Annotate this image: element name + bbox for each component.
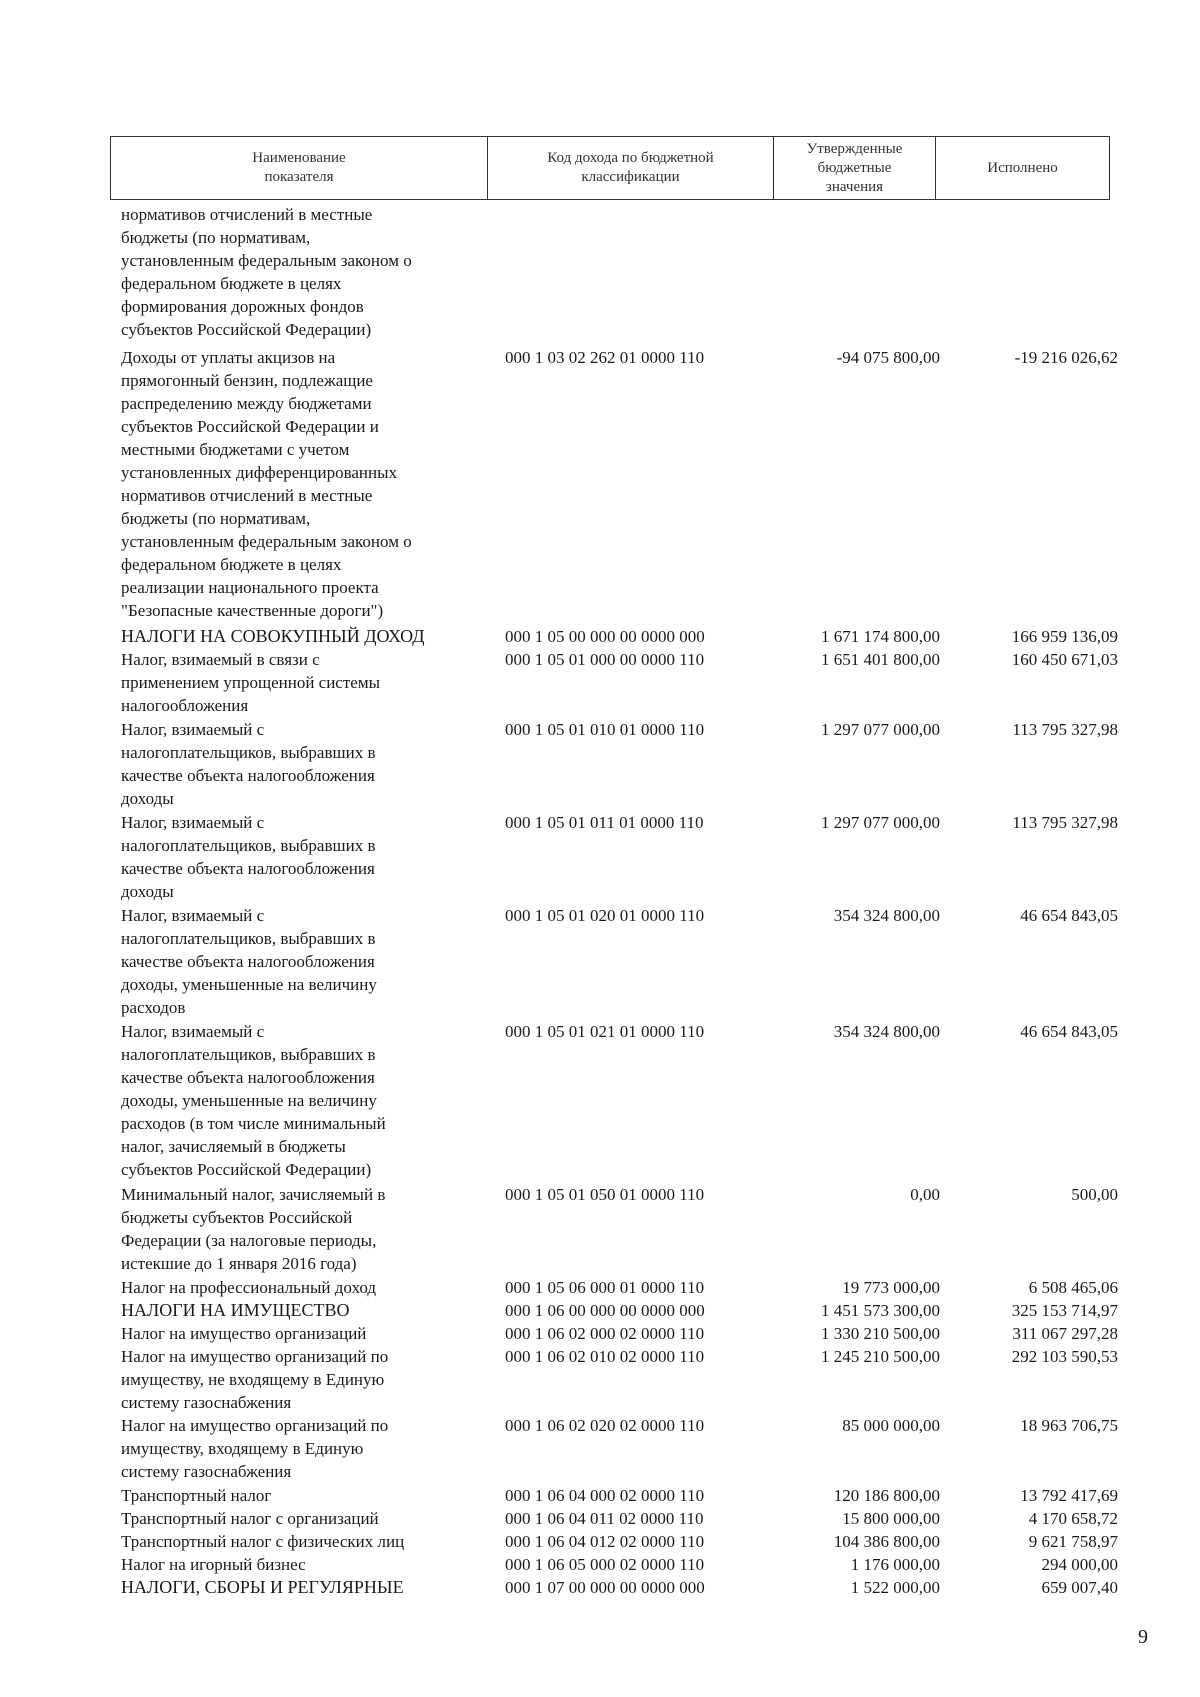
row-approved-value: 104 386 800,00 xyxy=(833,1532,940,1551)
row-name: НАЛОГИ НА СОВОКУПНЫЙ ДОХОД xyxy=(121,626,425,646)
row-executed-value: 13 792 417,69 xyxy=(1020,1486,1118,1505)
row-approved-value: 85 000 000,00 xyxy=(842,1416,940,1435)
row-code: 000 1 07 00 000 00 0000 000 xyxy=(505,1578,705,1597)
row-approved-value: 354 324 800,00 xyxy=(833,1022,940,1041)
row-name: Налог на имущество организаций по имуществу, не входящему в Единую систему газоснабжения xyxy=(121,1347,389,1412)
row-name: НАЛОГИ, СБОРЫ И РЕГУЛЯРНЫЕ xyxy=(121,1577,404,1597)
row-code: 000 1 03 02 262 01 0000 110 xyxy=(505,348,705,367)
row-name: Налог, взимаемый с налогоплательщиков, выбравших в качестве объекта налогообложения доходы xyxy=(121,813,376,901)
row-name: Налог, взимаемый с налогоплательщиков, выбравших в качестве объекта налогообложения доходы, уменьшенные на величину расходов xyxy=(121,906,377,1017)
row-executed-value: 18 963 706,75 xyxy=(1020,1416,1118,1435)
row-approved-value: 354 324 800,00 xyxy=(833,906,940,925)
row-executed-value: 166 959 136,09 xyxy=(1011,627,1118,646)
table-header xyxy=(110,136,1110,200)
header-code-column: Код дохода по бюджетной классификации xyxy=(487,137,773,199)
row-approved-value: 1 330 210 500,00 xyxy=(821,1324,940,1343)
row-executed-value: 46 654 843,05 xyxy=(1020,1022,1118,1041)
row-name: Налог на профессиональный доход xyxy=(121,1278,376,1297)
row-executed-value: 659 007,40 xyxy=(1041,1578,1118,1597)
row-executed-value: 4 170 658,72 xyxy=(1028,1509,1118,1528)
row-name: Налог, взимаемый с налогоплательщиков, выбравших в качестве объекта налогообложения доходы xyxy=(121,720,376,808)
row-executed-value: 325 153 714,97 xyxy=(1011,1301,1118,1320)
row-code: 000 1 05 01 050 01 0000 110 xyxy=(505,1185,705,1204)
row-approved-value: -94 075 800,00 xyxy=(836,348,940,367)
row-code: 000 1 06 02 000 02 0000 110 xyxy=(505,1324,705,1343)
row-approved-value: 120 186 800,00 xyxy=(833,1486,940,1505)
row-code: 000 1 06 02 020 02 0000 110 xyxy=(505,1416,705,1435)
row-approved-value: 1 451 573 300,00 xyxy=(821,1301,940,1320)
row-approved-value: 1 176 000,00 xyxy=(850,1555,940,1574)
row-code: 000 1 06 04 011 02 0000 110 xyxy=(505,1509,704,1528)
row-name: нормативов отчислений в местные бюджеты (по нормативам, установленным федеральным законом о федеральном бюджете в целях формирования дорожных фондов субъектов Российской Федерации) xyxy=(121,205,412,339)
row-code: 000 1 06 00 000 00 0000 000 xyxy=(505,1301,705,1320)
row-executed-value: 6 508 465,06 xyxy=(1028,1278,1118,1297)
row-executed-value: 294 000,00 xyxy=(1041,1555,1118,1574)
row-code: 000 1 06 05 000 02 0000 110 xyxy=(505,1555,705,1574)
row-code: 000 1 06 04 012 02 0000 110 xyxy=(505,1532,705,1551)
row-code: 000 1 05 00 000 00 0000 000 xyxy=(505,627,705,646)
row-code: 000 1 05 01 020 01 0000 110 xyxy=(505,906,705,925)
row-code: 000 1 05 01 010 01 0000 110 xyxy=(505,720,705,739)
header-executed-column: Исполнено xyxy=(935,137,1109,199)
header-name-column: Наименование показателя xyxy=(252,150,346,185)
row-approved-value: 1 651 401 800,00 xyxy=(821,650,940,669)
row-name: НАЛОГИ НА ИМУЩЕСТВО xyxy=(121,1300,350,1320)
row-code: 000 1 05 01 021 01 0000 110 xyxy=(505,1022,705,1041)
row-executed-value: -19 216 026,62 xyxy=(1014,348,1118,367)
row-executed-value: 113 795 327,98 xyxy=(1012,720,1118,739)
row-code: 000 1 05 01 000 00 0000 110 xyxy=(505,650,705,669)
row-executed-value: 46 654 843,05 xyxy=(1020,906,1118,925)
row-executed-value: 113 795 327,98 xyxy=(1012,813,1118,832)
row-approved-value: 1 671 174 800,00 xyxy=(821,627,940,646)
row-executed-value: 292 103 590,53 xyxy=(1011,1347,1118,1366)
row-approved-value: 1 297 077 000,00 xyxy=(821,720,940,739)
row-name: Налог на имущество организаций по имуществу, входящему в Единую систему газоснабжения xyxy=(121,1416,389,1481)
row-name: Налог, взимаемый с налогоплательщиков, выбравших в качестве объекта налогообложения доходы, уменьшенные на величину расходов (в том числе минимальный налог, зачисляемый в бюджеты субъектов Российской Федерации) xyxy=(121,1022,386,1179)
row-executed-value: 500,00 xyxy=(1071,1185,1118,1204)
row-approved-value: 1 245 210 500,00 xyxy=(821,1347,940,1366)
row-name: Налог, взимаемый в связи с применением упрощенной системы налогообложения xyxy=(121,650,381,715)
row-code: 000 1 06 04 000 02 0000 110 xyxy=(505,1486,705,1505)
row-name: Транспортный налог xyxy=(121,1486,272,1505)
row-approved-value: 0,00 xyxy=(910,1185,940,1204)
row-name: Транспортный налог с физических лиц xyxy=(121,1532,405,1551)
row-executed-value: 311 067 297,28 xyxy=(1012,1324,1118,1343)
row-name: Доходы от уплаты акцизов на прямогонный бензин, подлежащие распределению между бюджетами субъектов Российской Федерации и местными бюджетами с учетом установленных дифференцированных нормативов отчислений в местные бюджеты (по нормативам, установленным федеральным законом о федеральном бюджете в целях реализации национального проекта "Безопасные качественные дороги") xyxy=(121,348,412,620)
row-name: Налог на игорный бизнес xyxy=(121,1555,306,1574)
row-approved-value: 15 800 000,00 xyxy=(842,1509,940,1528)
row-approved-value: 19 773 000,00 xyxy=(842,1278,940,1297)
header-approved-column: Утвержденные бюджетные значения xyxy=(773,137,935,199)
row-code: 000 1 05 01 011 01 0000 110 xyxy=(505,813,704,832)
row-executed-value: 9 621 758,97 xyxy=(1028,1532,1118,1551)
row-executed-value: 160 450 671,03 xyxy=(1011,650,1118,669)
row-name: Налог на имущество организаций xyxy=(121,1324,367,1343)
page-number: 9 xyxy=(1138,1626,1148,1648)
row-name: Транспортный налог с организаций xyxy=(121,1509,379,1528)
row-code: 000 1 05 06 000 01 0000 110 xyxy=(505,1278,705,1297)
row-name: Минимальный налог, зачисляемый в бюджеты субъектов Российской Федерации (за налоговые периоды, истекшие до 1 января 2016 года) xyxy=(121,1185,386,1273)
row-approved-value: 1 297 077 000,00 xyxy=(821,813,940,832)
row-approved-value: 1 522 000,00 xyxy=(850,1578,940,1597)
row-code: 000 1 06 02 010 02 0000 110 xyxy=(505,1347,705,1366)
